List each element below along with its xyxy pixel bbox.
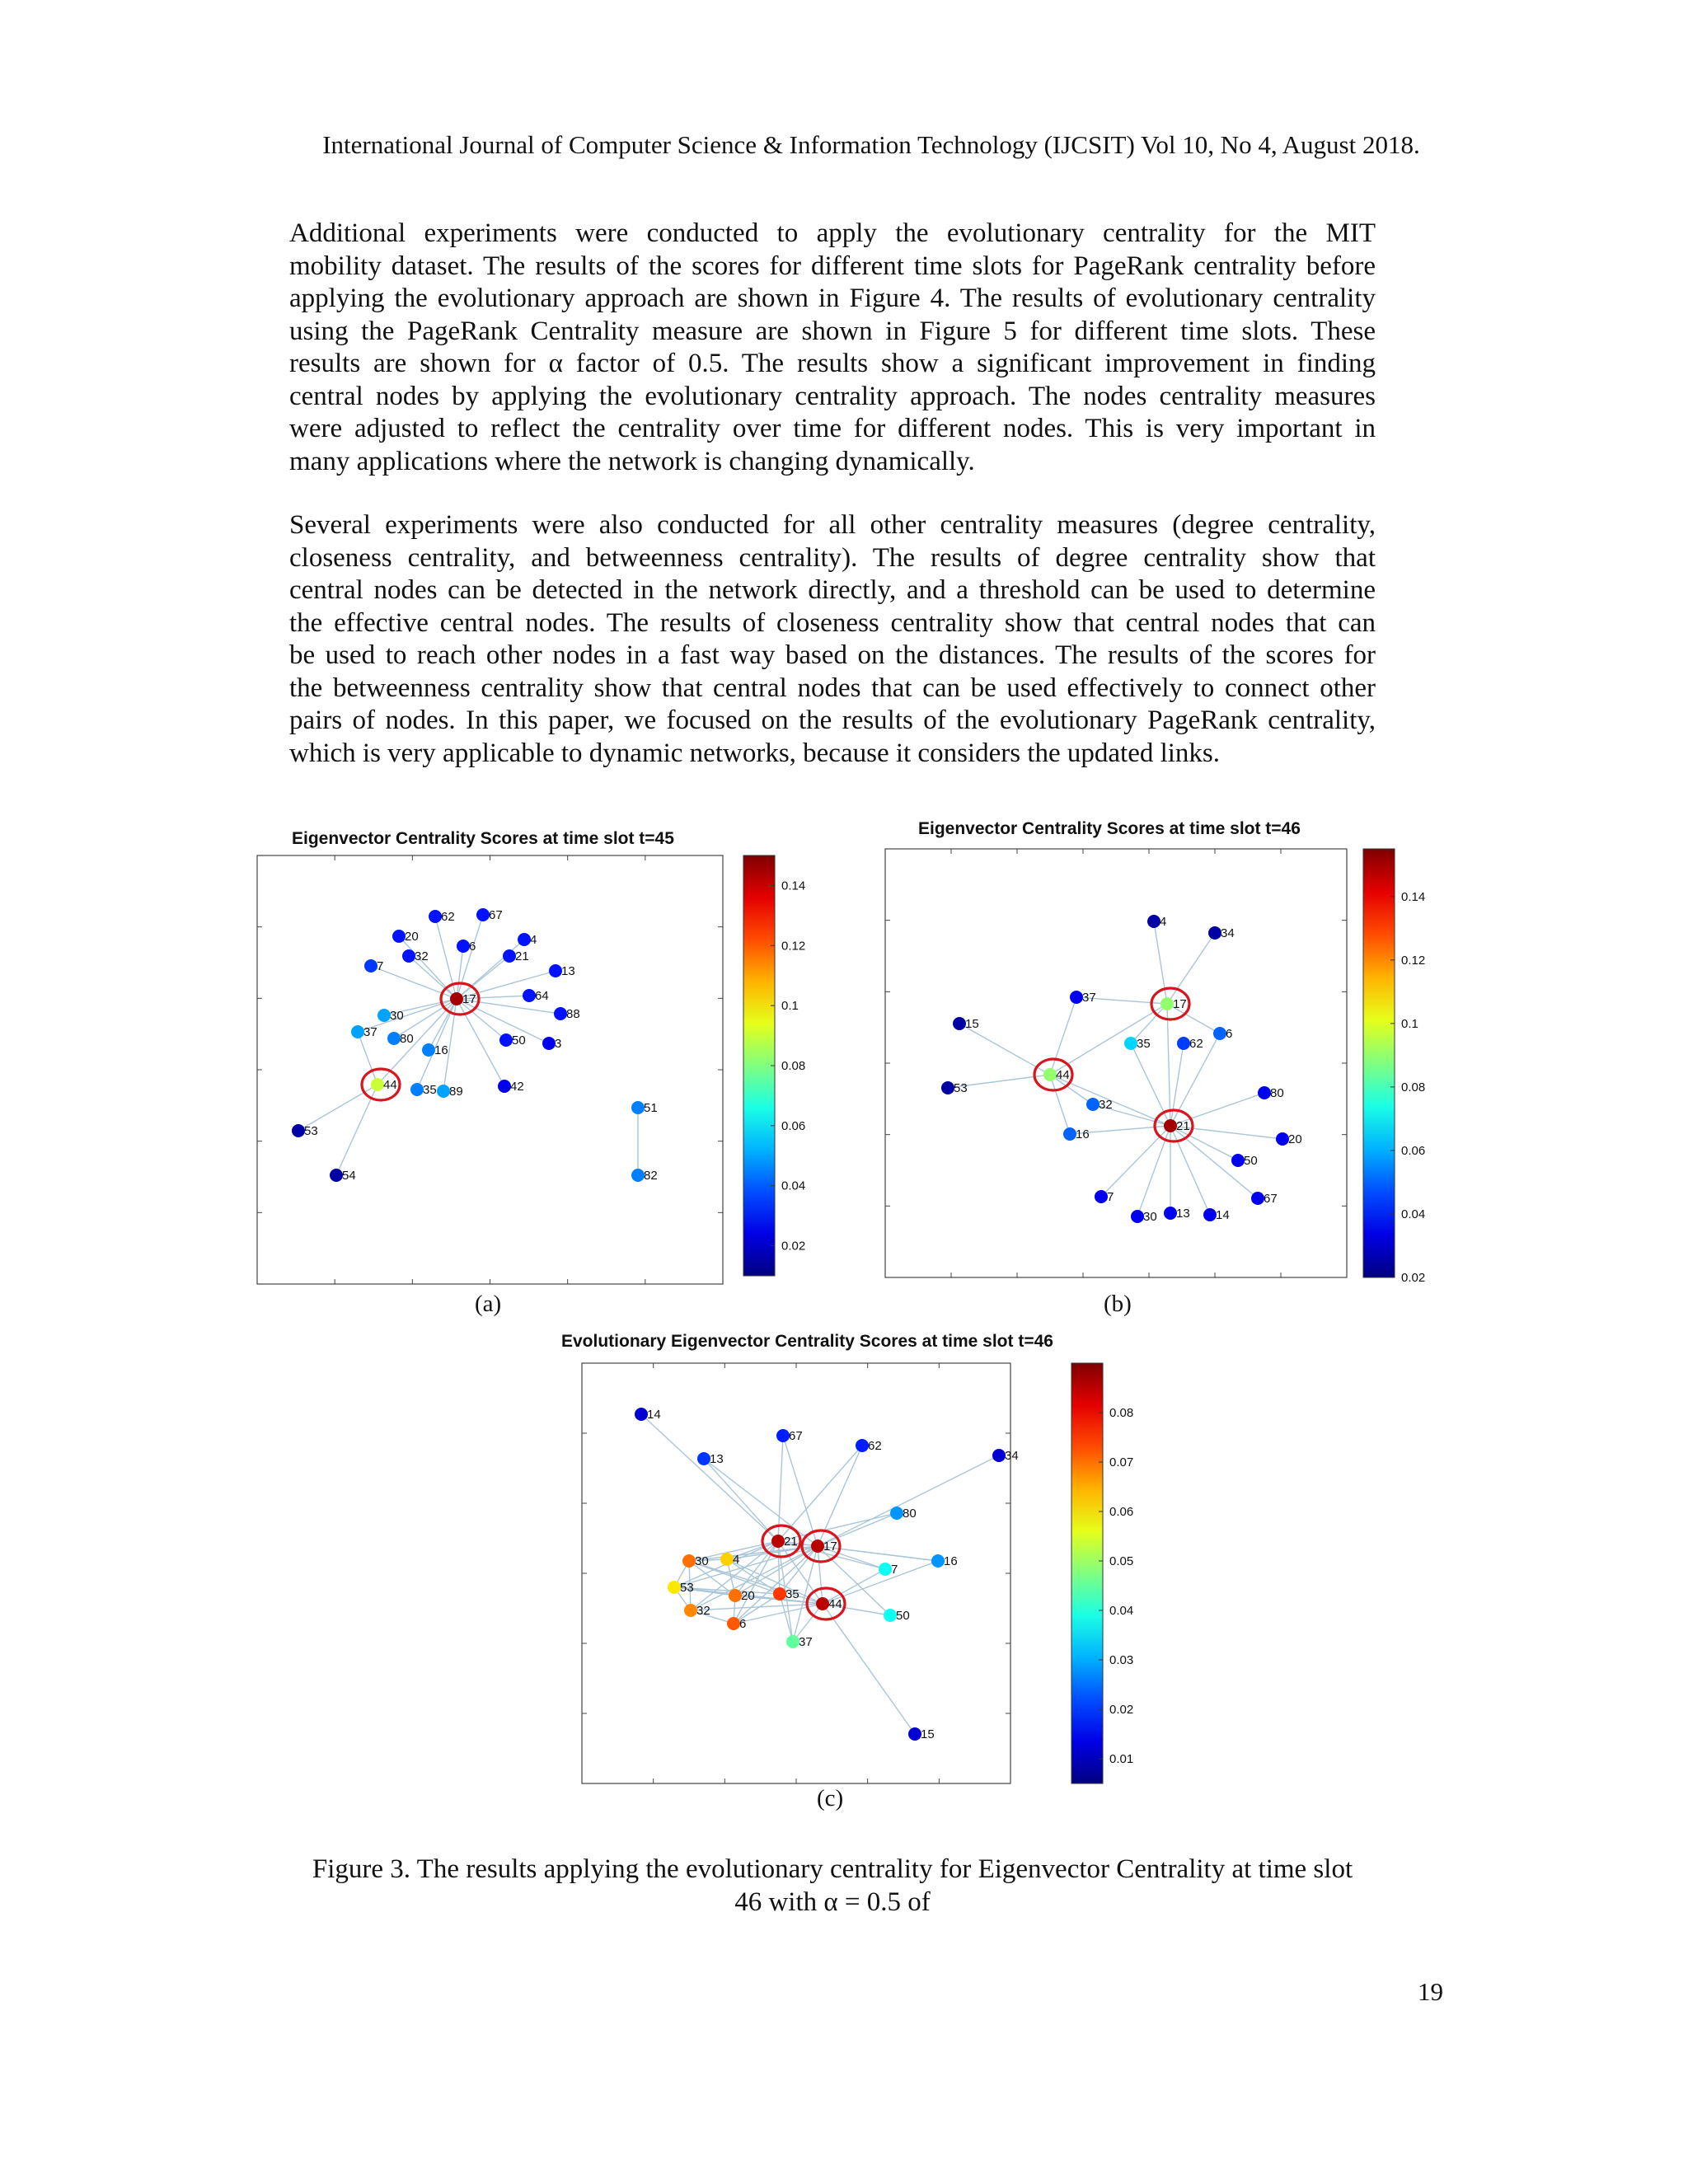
node-15 (908, 1727, 921, 1741)
colorbar (1071, 1363, 1103, 1783)
text-line: which is very applicable to dynamic networks, because it considers the updated links. (289, 738, 1221, 768)
colorbar-tick-label: 0.06 (1401, 1143, 1426, 1158)
node-21 (771, 1535, 785, 1548)
node-6 (1213, 1027, 1226, 1040)
node-7 (364, 959, 377, 972)
node-label-37: 37 (799, 1635, 813, 1649)
node-7 (1095, 1190, 1108, 1203)
node-label-35: 35 (1137, 1037, 1151, 1051)
node-label-4: 4 (1160, 915, 1167, 929)
node-label-80: 80 (903, 1507, 917, 1521)
node-64 (523, 989, 536, 1002)
node-3 (542, 1037, 556, 1050)
node-label-62: 62 (868, 1439, 882, 1453)
text-line: central nodes can be detected in the network directly, and a threshold can be used to determine (289, 575, 1376, 605)
colorbar-tick-label: 0.08 (1109, 1406, 1134, 1420)
figure-a-title: Eigenvector Centrality Scores at time slot t=45 (292, 829, 674, 848)
node-67 (776, 1429, 790, 1442)
node-label-80: 80 (400, 1032, 414, 1046)
node-44 (371, 1078, 384, 1091)
figure-c-network-plot (582, 1357, 1159, 1785)
node-label-17: 17 (1173, 997, 1187, 1011)
node-label-30: 30 (695, 1554, 709, 1568)
node-label-50: 50 (512, 1033, 526, 1047)
node-62 (429, 910, 442, 923)
colorbar-tick-label: 0.02 (1109, 1703, 1134, 1717)
node-label-67: 67 (789, 1429, 803, 1443)
colorbar-tick-label: 0.05 (1109, 1554, 1134, 1568)
node-label-67: 67 (489, 908, 503, 922)
node-62 (1177, 1037, 1190, 1050)
node-37 (786, 1635, 799, 1648)
text-line: Additional experiments were conducted to apply the evolutionary centrality for the MIT (289, 218, 1376, 248)
colorbar-tick-label: 0.06 (1109, 1505, 1134, 1519)
node-67 (1251, 1192, 1264, 1205)
node-35 (1124, 1037, 1137, 1050)
colorbar-tick-label: 0.08 (781, 1059, 806, 1073)
node-label-62: 62 (441, 910, 455, 924)
text-line: results are shown for α factor of 0.5. The results show a significant improvement in finding (289, 349, 1376, 378)
node-label-35: 35 (423, 1083, 437, 1097)
node-label-13: 13 (561, 964, 575, 978)
node-label-44: 44 (828, 1597, 842, 1611)
node-13 (1164, 1207, 1177, 1220)
figure-caption (289, 1853, 1376, 1919)
colorbar-tick-label: 0.04 (1401, 1207, 1426, 1221)
node-4 (1147, 915, 1160, 928)
colorbar-tick-label: 0.04 (781, 1179, 806, 1193)
node-13 (549, 964, 562, 977)
colorbar-tick-label: 0.12 (781, 939, 806, 954)
node-32 (684, 1604, 697, 1617)
colorbar-tick-label: 0.14 (781, 879, 806, 893)
node-35 (773, 1587, 786, 1601)
node-label-13: 13 (710, 1452, 724, 1466)
node-21 (1164, 1119, 1177, 1132)
node-30 (682, 1554, 696, 1568)
node-17 (811, 1540, 824, 1553)
node-44 (1043, 1068, 1057, 1081)
node-label-37: 37 (363, 1025, 377, 1039)
text-line: using the PageRank Centrality measure are shown in Figure 5 for different time slots. These (289, 316, 1376, 346)
subfigure-label-b: (b) (1104, 1291, 1132, 1317)
text-line: central nodes by applying the evolutionary centrality approach. The nodes centrality measures (289, 381, 1376, 411)
node-label-32: 32 (696, 1604, 710, 1618)
node-4 (720, 1553, 734, 1566)
node-label-82: 82 (644, 1169, 658, 1183)
node-82 (631, 1169, 645, 1182)
colorbar (743, 855, 775, 1276)
paragraph-1 (289, 218, 1376, 478)
node-label-35: 35 (785, 1587, 799, 1601)
node-17 (450, 992, 463, 1005)
text-line: mobility dataset. The results of the scores for different time slots for PageRank centrality before (289, 251, 1376, 281)
text-line: Several experiments were also conducted for all other centrality measures (degree centrality, (289, 510, 1376, 540)
node-16 (1063, 1127, 1076, 1141)
colorbar-tick-label: 0.1 (781, 999, 799, 1014)
node-14 (1203, 1208, 1217, 1221)
node-51 (631, 1101, 645, 1114)
node-42 (498, 1080, 511, 1093)
caption-line-1: Figure 3. The results applying the evolutionary centrality for Eigenvector Centrality at time slot (312, 1854, 1353, 1884)
node-label-30: 30 (390, 1009, 404, 1023)
text-line: applying the evolutionary approach are shown in Figure 4. The results of evolutionary centrality (289, 284, 1376, 313)
node-label-64: 64 (535, 989, 549, 1003)
colorbar (1363, 849, 1395, 1277)
node-label-88: 88 (566, 1007, 580, 1021)
node-label-14: 14 (647, 1408, 661, 1422)
node-label-53: 53 (304, 1124, 318, 1138)
node-label-15: 15 (965, 1017, 979, 1031)
node-label-3: 3 (555, 1037, 562, 1051)
node-37 (1070, 991, 1083, 1004)
node-label-34: 34 (1005, 1449, 1019, 1463)
node-15 (953, 1017, 966, 1030)
node-20 (729, 1589, 742, 1602)
node-53 (668, 1581, 681, 1594)
paragraph-2 (289, 509, 1376, 770)
colorbar-tick-label: 0.04 (1109, 1604, 1134, 1618)
node-label-67: 67 (1264, 1192, 1278, 1206)
node-label-30: 30 (1143, 1210, 1157, 1224)
figure-b-network-plot (885, 842, 1426, 1287)
node-80 (890, 1507, 903, 1520)
node-label-50: 50 (1244, 1154, 1258, 1168)
node-label-14: 14 (1216, 1208, 1230, 1222)
node-53 (292, 1124, 305, 1137)
node-label-6: 6 (1226, 1027, 1233, 1041)
node-label-7: 7 (1107, 1190, 1114, 1204)
node-50 (499, 1033, 513, 1047)
node-53 (941, 1081, 954, 1094)
node-14 (635, 1408, 648, 1421)
text-line: many applications where the network is changing dynamically. (289, 446, 975, 476)
page-number: 19 (1418, 1977, 1443, 2006)
node-label-6: 6 (739, 1617, 747, 1631)
node-17 (1160, 997, 1174, 1010)
node-label-7: 7 (377, 959, 384, 973)
text-line: closeness centrality, and betweenness centrality). The results of degree centrality show that (289, 542, 1376, 573)
node-label-62: 62 (1189, 1037, 1203, 1051)
node-label-44: 44 (1056, 1068, 1070, 1082)
text-line: were adjusted to reflect the centrality over time for different nodes. This is very important in (289, 414, 1376, 443)
node-label-89: 89 (449, 1085, 463, 1099)
node-80 (1258, 1086, 1271, 1099)
node-16 (931, 1554, 945, 1568)
node-label-51: 51 (644, 1101, 658, 1115)
node-label-54: 54 (342, 1169, 356, 1183)
subfigure-label-c: (c) (817, 1785, 844, 1811)
colorbar-tick-label: 0.02 (781, 1239, 806, 1254)
node-label-13: 13 (1176, 1207, 1190, 1221)
figure-c-title: Evolutionary Eigenvector Centrality Scores at time slot t=46 (561, 1332, 1053, 1351)
colorbar-tick-label: 0.03 (1109, 1653, 1134, 1667)
node-label-20: 20 (741, 1589, 755, 1603)
node-label-21: 21 (784, 1535, 798, 1549)
node-label-16: 16 (1076, 1127, 1090, 1141)
node-20 (392, 930, 406, 943)
node-label-42: 42 (510, 1080, 524, 1094)
colorbar-tick-label: 0.02 (1401, 1271, 1426, 1285)
node-54 (330, 1169, 343, 1182)
text-line: be used to reach other nodes in a fast way based on the distances. The results of the scores for (289, 640, 1376, 670)
colorbar-tick-label: 0.14 (1401, 889, 1426, 904)
node-label-53: 53 (954, 1081, 968, 1095)
journal-header: International Journal of Computer Science & Information Technology (IJCSIT) Vol 10, No 4, August 2018. (322, 130, 1420, 159)
node-label-34: 34 (1221, 926, 1235, 940)
node-16 (422, 1043, 435, 1057)
node-label-20: 20 (1288, 1132, 1302, 1146)
node-7 (879, 1563, 892, 1576)
node-label-32: 32 (415, 949, 429, 963)
caption-line-2: 46 with α = 0.5 of (734, 1887, 931, 1917)
node-label-4: 4 (530, 933, 537, 947)
node-label-21: 21 (515, 949, 529, 963)
node-44 (816, 1597, 829, 1610)
node-label-17: 17 (462, 992, 476, 1006)
node-label-7: 7 (891, 1563, 898, 1577)
node-34 (1208, 926, 1221, 940)
node-30 (377, 1009, 391, 1022)
figure-b-title: Eigenvector Centrality Scores at time slot t=46 (918, 819, 1301, 838)
node-37 (351, 1025, 364, 1038)
colorbar-tick-label: 0.1 (1401, 1016, 1418, 1031)
node-label-37: 37 (1082, 991, 1096, 1005)
node-50 (1231, 1154, 1245, 1167)
node-label-44: 44 (383, 1078, 397, 1092)
subfigure-label-a: (a) (475, 1291, 502, 1317)
node-62 (856, 1439, 869, 1452)
text-line: the effective central nodes. The results of closeness centrality show that central nodes that can (289, 607, 1376, 638)
node-32 (1086, 1098, 1100, 1111)
node-6 (457, 940, 470, 953)
colorbar-tick-label: 0.07 (1109, 1455, 1134, 1469)
text-line: pairs of nodes. In this paper, we focused on the results of the evolutionary PageRank centrality, (289, 705, 1376, 735)
node-88 (554, 1007, 567, 1020)
node-label-16: 16 (434, 1043, 448, 1057)
node-label-53: 53 (680, 1581, 694, 1595)
plot-frame (885, 849, 1347, 1277)
node-21 (503, 949, 516, 963)
node-34 (992, 1449, 1006, 1462)
node-6 (727, 1617, 740, 1630)
colorbar-tick-label: 0.01 (1109, 1752, 1134, 1766)
text-line: the betweenness centrality show that central nodes that can be used effectively to connect other (289, 673, 1376, 703)
node-label-80: 80 (1270, 1086, 1284, 1100)
colorbar-tick-label: 0.08 (1401, 1080, 1426, 1094)
node-50 (884, 1609, 897, 1622)
colorbar-tick-label: 0.12 (1401, 953, 1426, 968)
node-label-50: 50 (896, 1609, 910, 1623)
node-label-20: 20 (405, 930, 419, 944)
colorbar-tick-label: 0.06 (781, 1118, 806, 1133)
node-label-4: 4 (733, 1553, 740, 1567)
node-label-6: 6 (469, 940, 476, 954)
node-label-15: 15 (921, 1727, 935, 1741)
node-32 (402, 949, 415, 963)
node-30 (1131, 1210, 1144, 1223)
node-13 (697, 1452, 710, 1465)
node-67 (476, 908, 490, 921)
node-35 (410, 1083, 424, 1096)
node-4 (518, 933, 531, 946)
node-80 (387, 1032, 401, 1045)
node-label-16: 16 (944, 1554, 958, 1568)
node-label-21: 21 (1176, 1119, 1190, 1133)
node-label-17: 17 (823, 1540, 837, 1554)
node-label-32: 32 (1099, 1098, 1113, 1112)
node-89 (437, 1085, 450, 1098)
figure-a-network-plot (257, 855, 834, 1276)
node-20 (1276, 1132, 1289, 1146)
